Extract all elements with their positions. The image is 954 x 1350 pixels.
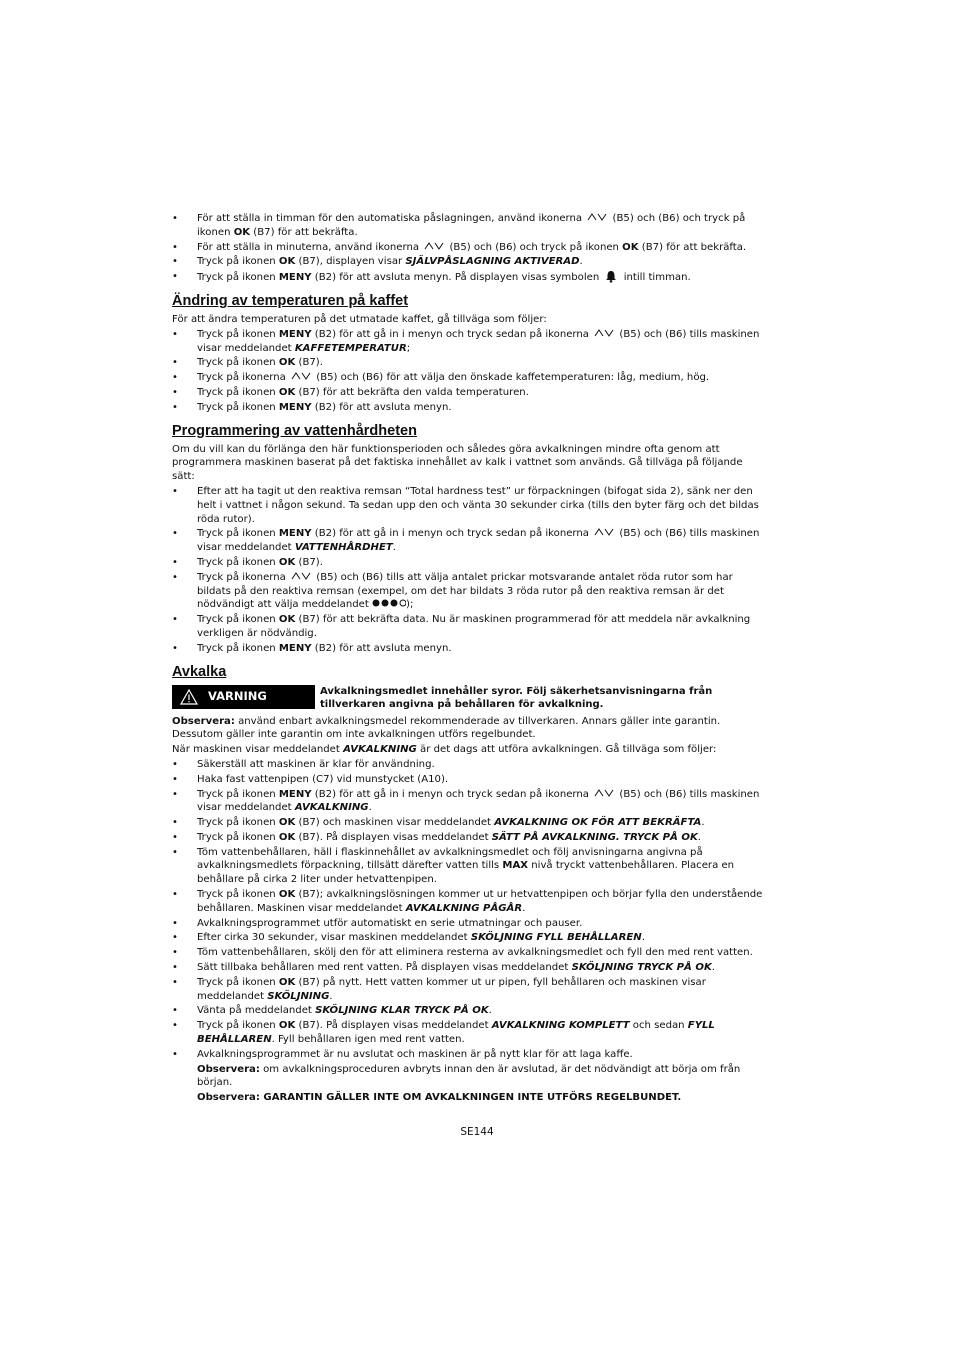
heading-water-hardness: Programmering av vattenhårdheten — [172, 422, 417, 439]
note-text: använd enbart avkalkningsmedel rekommenderade av tillverkaren. Annars gäller inte garantin. Dessutom gäller inte garantin om inte avkalkningen utförs regelbundet. — [172, 715, 721, 741]
text-run: (B2) för att gå in i menyn och tryck sedan på ikonerna — [311, 788, 593, 800]
list-item — [172, 642, 766, 656]
descale-steps — [172, 758, 766, 1062]
text-run: (B7) och maskinen visar meddelandet — [295, 817, 495, 829]
bell-icon — [604, 270, 618, 283]
text-run: (B5) och (B6) och tryck på ikonen — [446, 241, 623, 253]
up-down-arrows-icon — [291, 371, 311, 381]
list-item — [172, 917, 766, 931]
note-label: Observera: — [172, 715, 235, 727]
list-item — [172, 788, 766, 816]
text-run: (B5) och (B6) tills maskinen visar meddelandet — [197, 528, 760, 554]
list-item — [172, 371, 766, 385]
key-label: MENY — [278, 788, 312, 800]
text-run: Tryck på ikonen — [197, 528, 279, 540]
list-item — [172, 931, 766, 945]
list-item — [172, 946, 766, 960]
key-label: OK — [278, 889, 296, 901]
text-run: Tryck på ikonerna — [197, 571, 290, 583]
text-run: . Fyll behållaren igen med rent vatten. — [271, 1034, 465, 1046]
display-message: SÄTT PÅ AVKALKNING. TRYCK PÅ OK — [491, 831, 698, 843]
text-run: Tryck på ikonen — [197, 401, 279, 413]
text-run: (B7) på nytt. Hett vatten kommer ut ur pipen, fyll behållaren och maskinen visar meddelandet — [197, 976, 706, 1002]
text-run: . — [488, 1005, 492, 1017]
text-run: (B2) för att avsluta menyn. På displayen visas symbolen — [311, 272, 603, 284]
key-label: MENY — [278, 272, 312, 284]
text-run: Tryck på ikonerna — [197, 372, 290, 384]
key-label: MENY — [278, 528, 312, 540]
text-run: (B7) för att bekräfta den valda temperaturen. — [295, 386, 529, 398]
list-item — [172, 485, 766, 526]
list-item — [172, 255, 766, 269]
text-run: Tryck på ikonen — [197, 889, 279, 901]
list-item — [172, 556, 766, 570]
text-run: (B7), displayen visar — [295, 256, 406, 268]
text-run: Avkalkningsprogrammet utför automatiskt en serie utmatningar och pauser. — [197, 917, 583, 929]
text-run: Tryck på ikonen — [197, 976, 279, 988]
text-run: Tryck på ikonen — [197, 831, 279, 843]
list-item — [172, 613, 766, 641]
final-note-text: om avkalkningsproceduren avbryts innan den är avslutad, är det nödvändigt att börja om från början. — [197, 1063, 741, 1089]
text-run: Tryck på ikonen — [197, 357, 279, 369]
page-number: SE144 — [460, 1126, 494, 1138]
text-run: Tryck på ikonen — [197, 256, 279, 268]
display-message: AVKALKNING OK FÖR ATT BEKRÄFTA — [494, 817, 702, 829]
key-label: OK — [622, 241, 639, 253]
text-run: (B2) för att gå in i menyn och tryck sedan på ikonerna — [311, 328, 593, 340]
text-run: (B7) för att bekräfta. — [250, 226, 358, 238]
text-run: (B2) för att gå in i menyn och tryck sedan på ikonerna — [311, 528, 593, 540]
heading-coffee-temperature: Ändring av temperaturen på kaffet — [172, 292, 409, 309]
display-message: VATTENHÅRDHET — [294, 542, 393, 554]
hardness-intro: Om du vill kan du förlänga den här funktionsperioden och således göra avkalkningen mindre ofta genom att programmera maskinen baserat på det faktiska innehållet av kalk i vattnet som används. Gå tillväga på följande sätt: — [172, 443, 743, 483]
display-message: AVKALKNING KOMPLETT — [491, 1020, 630, 1032]
key-label: OK — [278, 831, 296, 843]
list-item — [172, 1004, 766, 1018]
text-run: Töm vattenbehållaren, häll i flaskinnehållet av avkalkningsmedlet och följ anvisningarna angivna på avkalkningsmedlets förpackning, tillsätt därefter vatten tills — [197, 846, 703, 872]
text-run: . — [368, 802, 372, 814]
warning-label: VARNING — [208, 688, 267, 703]
descale-note — [172, 715, 766, 743]
key-label: MENY — [278, 401, 312, 413]
intro-list — [172, 212, 766, 285]
key-label: OK — [278, 357, 296, 369]
temperature-intro: För att ändra temperaturen på det utmatade kaffet, gå tillväga som följer: — [172, 313, 547, 325]
list-item — [172, 1048, 766, 1062]
text-run: nivå tryckt vattenbehållaren. Placera en behållare på cirka 2 liter under hetvattenpipen. — [197, 860, 735, 886]
text-run: ); — [406, 599, 414, 611]
text-run: (B7) för att bekräfta. — [638, 241, 747, 253]
text-run: Efter att ha tagit ut den reaktiva remsan “Total hardness test” ur förpackningen (bifogat sida 2), sänk ner den helt i vattnet i någon sekund. Ta sedan upp den och vänta 30 sekunder cirka (tills den byter färg och det bildas röda rutor). — [197, 485, 759, 525]
text-run: . — [522, 902, 526, 914]
text-run: (B5) och (B6) och tryck på ikonen — [197, 213, 746, 238]
temperature-steps — [172, 328, 766, 415]
text-run: är det dags att utföra avkalkningen. Gå tillväga som följer: — [416, 744, 717, 756]
text-run: . — [701, 817, 705, 829]
key-label: OK — [278, 976, 296, 988]
descale-intro — [172, 743, 766, 757]
list-item — [172, 356, 766, 370]
list-item — [172, 976, 766, 1004]
list-item — [172, 816, 766, 830]
list-item — [172, 212, 766, 240]
up-down-arrows-icon — [594, 527, 614, 537]
text-run: (B5) och (B6) tills att välja antalet prickar motsvarande antalet röda rutor som har bildats på den reaktiva remsan (exempel, om det har bildats 3 röda rutor på den reaktiva remsan är det nödvändigt att välja meddelandet — [197, 571, 733, 611]
up-down-arrows-icon — [594, 788, 614, 798]
list-item — [172, 328, 766, 356]
display-message: SKÖLJNING FYLL BEHÅLLAREN — [470, 932, 642, 944]
text-run: Tryck på ikonen — [197, 1020, 279, 1032]
final-notes — [172, 1063, 766, 1105]
heading-descale: Avkalka — [172, 663, 227, 680]
list-item — [172, 571, 766, 612]
list-item — [172, 846, 766, 887]
display-message: SKÖLJNING KLAR TRYCK PÅ OK — [315, 1005, 489, 1017]
text-run: Efter cirka 30 sekunder, visar maskinen meddelandet — [197, 932, 471, 944]
text-run: Haka fast vattenpipen (C7) vid munstycket (A10). — [197, 773, 449, 785]
text-run: (B7) för att bekräfta data. Nu är maskinen programmerad för att meddela när avkalkning verkligen är nödvändig. — [197, 614, 751, 639]
display-message: AVKALKNING — [294, 802, 369, 814]
key-label: MENY — [278, 642, 312, 654]
key-label: OK — [278, 556, 296, 568]
display-message: FYLL BEHÅLLAREN — [197, 1020, 715, 1046]
text-run: intill timman. — [620, 272, 691, 284]
up-down-arrows-icon — [587, 212, 607, 222]
text-run: Tryck på ikonen — [197, 328, 279, 340]
key-label: OK — [278, 817, 296, 829]
text-run: Avkalkningsprogrammet är nu avslutat och maskinen är på nytt klar för att laga kaffe. — [197, 1048, 633, 1060]
text-run: Tryck på ikonen — [197, 642, 279, 654]
list-item — [172, 270, 766, 285]
list-item — [172, 241, 766, 255]
text-run: (B7). På displayen visas meddelandet — [295, 831, 492, 843]
text-run: . — [392, 542, 397, 554]
text-run: ; — [406, 342, 411, 354]
list-item — [172, 527, 766, 555]
text-run: . — [697, 831, 701, 843]
final-note-label: Observera: — [197, 1063, 260, 1075]
warning-box — [172, 685, 766, 711]
text-run: Tryck på ikonen — [197, 556, 279, 568]
text-run: (B5) och (B6) för att välja den önskade kaffetemperaturen: låg, medium, hög. — [313, 372, 710, 384]
text-run: Tryck på ikonen — [197, 788, 279, 800]
text-run: Tryck på ikonen — [197, 386, 279, 398]
hardness-dots-icon — [372, 598, 406, 608]
text-run: . — [711, 962, 715, 974]
text-run: Säkerställ att maskinen är klar för användning. — [197, 758, 435, 770]
text-run: . — [579, 256, 583, 268]
text-run: (B7). — [295, 357, 323, 369]
key-label: MENY — [278, 328, 312, 340]
up-down-arrows-icon — [424, 241, 444, 251]
display-message: AVKALKNING — [343, 744, 417, 756]
list-item — [172, 773, 766, 787]
list-item — [172, 831, 766, 845]
text-run: Töm vattenbehållaren, skölj den för att eliminera resterna av avkalkningsmedlet och fyll den med rent vatten. — [197, 947, 753, 959]
key-label: MAX — [502, 860, 529, 872]
text-run: För att ställa in minuterna, använd ikonerna — [197, 241, 423, 253]
text-run: Tryck på ikonen — [197, 272, 279, 284]
warning-triangle-icon — [180, 689, 198, 705]
text-run: När maskinen visar meddelandet — [172, 744, 344, 756]
list-item — [172, 401, 766, 415]
text-run: Sätt tillbaka behållaren med rent vatten. På displayen visas meddelandet — [197, 962, 572, 974]
display-message: SJÄLVPÅSLAGNING AKTIVERAD — [405, 256, 580, 268]
warning-badge — [172, 685, 315, 709]
key-label: OK — [278, 1020, 296, 1032]
text-run: (B7); avkalkningslösningen kommer ut ur hetvattenpipen och börjar fylla den understående behållaren. Maskinen visar meddelandet — [197, 889, 763, 914]
up-down-arrows-icon — [291, 571, 311, 581]
text-run: Vänta på meddelandet — [197, 1005, 316, 1017]
hardness-steps — [172, 485, 766, 656]
list-item — [172, 1019, 766, 1047]
display-message: KAFFETEMPERATUR — [294, 342, 407, 354]
final-note — [197, 1063, 766, 1091]
document-page — [172, 212, 766, 1106]
display-message: SKÖLJNING TRYCK PÅ OK — [571, 962, 712, 974]
key-label: OK — [233, 226, 251, 238]
text-run: . — [329, 990, 333, 1002]
text-run: Tryck på ikonen — [197, 614, 279, 626]
up-down-arrows-icon — [594, 328, 614, 338]
text-run: (B5) och (B6) tills maskinen visar meddelandet — [197, 328, 760, 354]
text-run: För att ställa in timman för den automatiska påslagningen, använd ikonerna — [197, 213, 586, 224]
text-run: Tryck på ikonen — [197, 817, 279, 829]
text-run: . — [641, 932, 645, 944]
text-run: (B5) och (B6) tills maskinen visar meddelandet — [197, 788, 760, 814]
text-run: (B7). På displayen visas meddelandet — [295, 1020, 492, 1032]
final-warning: Observera: GARANTIN GÄLLER INTE OM AVKALKNINGEN INTE UTFÖRS REGELBUNDET. — [197, 1092, 682, 1104]
list-item — [172, 961, 766, 975]
display-message: AVKALKNING PÅGÅR — [405, 902, 523, 914]
text-run: och sedan — [629, 1020, 688, 1032]
text-run: (B2) för att avsluta menyn. — [311, 642, 452, 654]
list-item — [172, 758, 766, 772]
display-message: SKÖLJNING — [267, 990, 330, 1002]
text-run: (B2) för att avsluta menyn. — [311, 401, 452, 413]
list-item — [172, 386, 766, 400]
text-run: (B7). — [295, 556, 323, 568]
key-label: OK — [278, 614, 296, 626]
key-label: OK — [278, 256, 296, 268]
list-item — [172, 888, 766, 916]
key-label: OK — [278, 386, 296, 398]
warning-text: Avkalkningsmedlet innehåller syror. Följ säkerhetsanvisningarna från tillverkaren angivna på behållaren för avkalkning. — [320, 685, 713, 710]
